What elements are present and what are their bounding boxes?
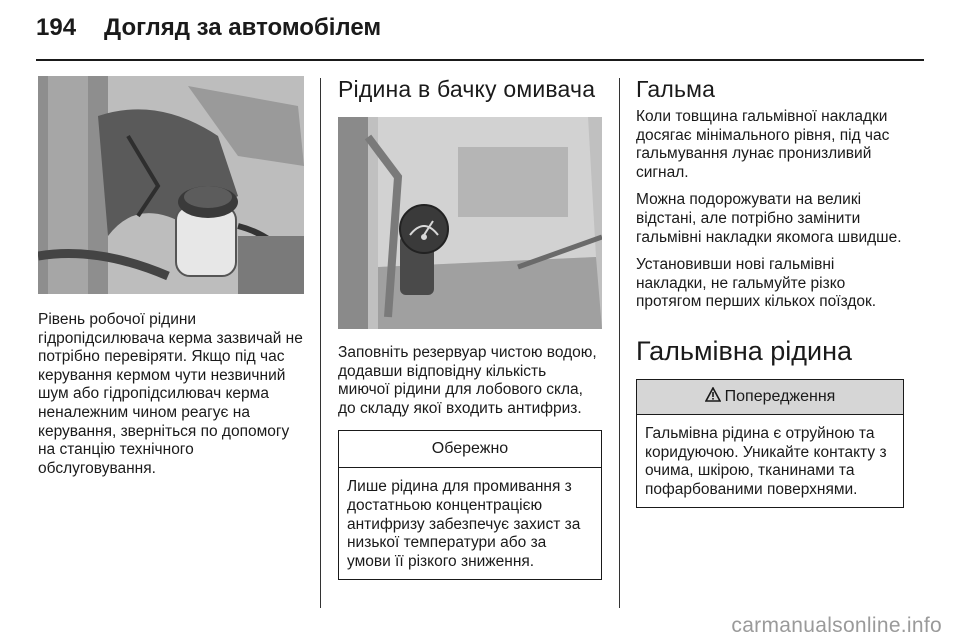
column-divider-1: [320, 78, 321, 608]
caution-label: Обережно: [339, 431, 601, 468]
caution-notice: [338, 430, 602, 580]
caution-text: Лише рідина для промивання з достатньою концентрацією антифризу забезпечує захист за низької температури або за умови її різкого зниження.: [347, 478, 581, 570]
page-header: [36, 14, 381, 44]
washer-fluid-paragraph: Заповніть резервуар чистою водою, додавши відповідну кількість миючої рідини для лобового скла, до складу якої входить антифриз.: [338, 344, 597, 417]
brakes-paragraph-2: Можна подорожувати на великі відстані, але потрібно замінити гальмівні накладки якомога швидше.: [636, 191, 902, 246]
middle-column: [338, 70, 602, 580]
brakes-heading: Гальма: [636, 76, 716, 102]
washer-reservoir-photo: [338, 117, 602, 329]
brake-fluid-heading: Гальмівна рідина: [636, 335, 853, 366]
left-column: [38, 70, 304, 478]
header-divider: [36, 59, 924, 61]
power-steering-reservoir-photo: [38, 76, 304, 294]
brakes-paragraph-3: Установивши нові гальмівні накладки, не гальмуйте різко протягом перших кількох поїздок.: [636, 256, 877, 311]
page-title: Догляд за автомобілем: [104, 14, 382, 41]
washer-fluid-heading: Рідина в бачку омивача: [338, 76, 596, 102]
column-divider-2: [619, 78, 620, 608]
page-number: 194: [36, 14, 77, 41]
brakes-paragraph-1: Коли товщина гальмівної накладки досягає мінімального рівня, під час гальмування лунає пронизливий сигнал.: [636, 108, 890, 181]
warning-notice: [636, 379, 904, 508]
warning-text: Гальмівна рідина є отруйною та коридуючою. Уникайте контакту з очима, шкірою, тканинами та пофарбованими поверхнями.: [645, 424, 887, 498]
warning-triangle-icon: [705, 387, 721, 407]
warning-header: [637, 380, 903, 415]
right-column: [636, 70, 904, 508]
watermark: carmanualsonline.info: [731, 614, 942, 637]
power-steering-paragraph: Рівень робочої рідини гідропідсилювача керма зазвичай не потрібно перевіряти. Якщо під час керування кермом чути незвичний шум або гідропідсилювач керма неналежним чином реагує на керування, зверніться по допомогу на станцію технічного обслуговування.: [38, 311, 303, 477]
warning-label: Попередження: [724, 387, 836, 405]
